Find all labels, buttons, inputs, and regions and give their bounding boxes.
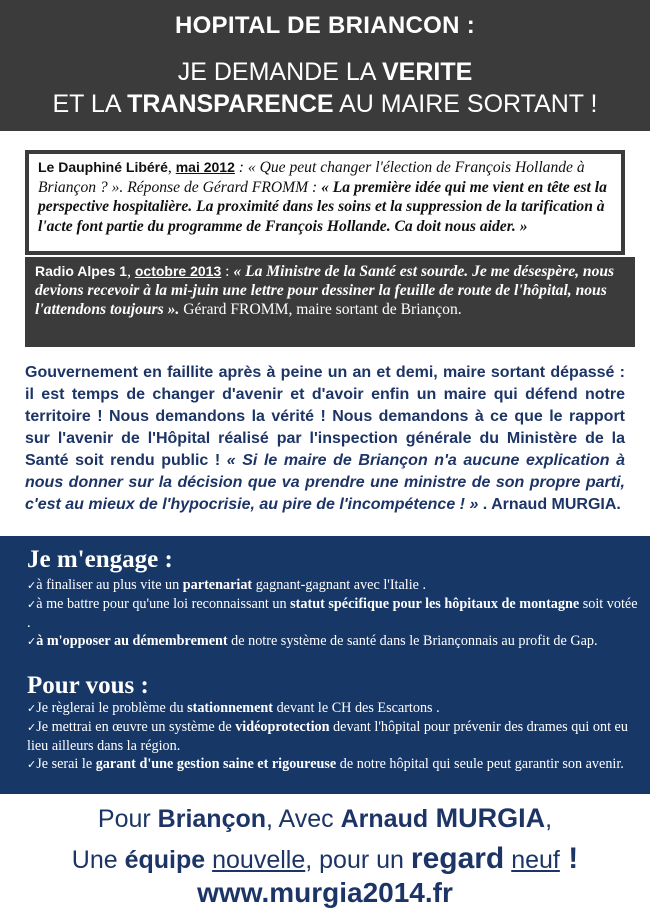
check-icon: ✓: [27, 721, 37, 734]
slogan-line-2: Une équipe nouvelle, pour un regard neuf !: [71, 842, 579, 875]
quote-radio-alpes: Radio Alpes 1, octobre 2013 : « La Ministre de la Santé est sourde. Je me désespère, nous devions recevoir à la mi-juin une lettre pour dessiner la feuille de route de l'hôpital, nous l'attendons toujours ». Gérard FROMM, maire sortant de Briançon.: [25, 257, 635, 347]
headline-line-2: ET LA TRANSPARENCE AU MAIRE SORTANT !: [52, 90, 598, 118]
quote-date: mai 2012: [175, 159, 235, 175]
engage-list: [27, 576, 639, 651]
website-link[interactable]: www.murgia2014.fr: [197, 877, 453, 908]
statement-paragraph: Gouvernement en faillite après à peine un an et demi, maire sortant dépassé : il est temps de changer d'avenir et d'avoir enfin un maire qui défend notre territoire ! Nous demandons la vérité ! Nous demandons à ce que le rapport sur l'avenir de l'Hôpital réalisé par l'inspection générale du Ministère de la Santé soit rendu public ! « Si le maire de Briançon n'a aucune explication à nous donner sur la décision que va prendre une ministre de son propre parti, c'est au mieux de l'hypocrisie, au pire de l'incompétence ! » . Arnaud MURGIA.: [25, 364, 626, 513]
header-banner: [0, 0, 650, 131]
quote-dauphine: Le Dauphiné Libéré, mai 2012 : « Que peut changer l'élection de François Hollande à Briançon ? ». Réponse de Gérard FROMM : « La première idée qui me vient en tête est la perspective hospitalière. La proximité dans les soins et la suppression de la tarification à l'acte font partie du programme de François Hollande. Ca doit nous aider. »: [25, 150, 625, 255]
headline-line-1: JE DEMANDE LA VERITE: [177, 58, 473, 86]
pourvous-title: Pour vous :: [27, 672, 149, 699]
slogan-line-1: Pour Briançon, Avec Arnaud MURGIA,: [97, 803, 553, 833]
check-icon: ✓: [27, 598, 37, 611]
quote-date: octobre 2013: [134, 263, 222, 279]
check-icon: ✓: [27, 758, 37, 771]
list-item: ✓à m'opposer au démembrement de notre système de santé dans le Briançonnais au profit de Gap.: [27, 633, 598, 649]
list-item: ✓Je mettrai en œuvre un système de vidéoprotection devant l'hôpital pour prévenir des drames qui ont eu lieu ailleurs dans la région.: [27, 719, 628, 754]
page-title: HOPITAL DE BRIANCON :: [174, 12, 476, 39]
list-item: ✓Je règlerai le problème du stationnement devant le CH des Escartons .: [27, 700, 440, 716]
check-icon: ✓: [27, 702, 37, 715]
list-item: ✓à me battre pour qu'une loi reconnaissant un statut spécifique pour les hôpitaux de montagne soit votée .: [27, 596, 638, 631]
list-item: ✓à finaliser au plus vite un partenariat gagnant-gagnant avec l'Italie .: [27, 577, 427, 593]
engage-title: Je m'engage :: [27, 546, 173, 573]
check-icon: ✓: [27, 635, 37, 648]
check-icon: ✓: [27, 579, 37, 592]
commitments-panel: [0, 536, 650, 794]
pourvous-list: [27, 699, 639, 774]
list-item: ✓Je serai le garant d'une gestion saine et rigoureuse de notre hôpital qui seule peut garantir son avenir.: [27, 756, 624, 772]
